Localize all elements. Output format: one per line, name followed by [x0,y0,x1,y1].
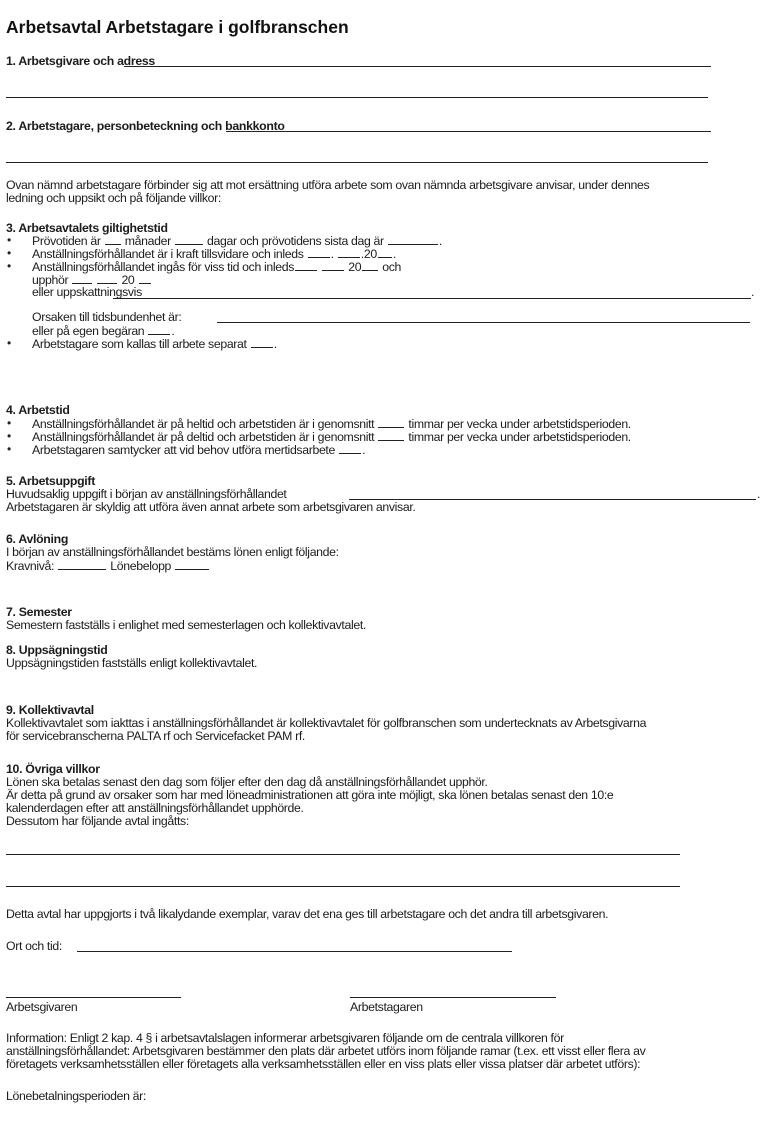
place-time-label: Ort och tid: [6,939,62,953]
overtime-consent-field[interactable] [339,442,361,454]
employee-info-field-line1[interactable] [226,131,711,132]
collective-agreement-line-2: för servicebranscherna PALTA rf och Servicefacket PAM rf. [6,729,305,743]
permanent-start-month-field[interactable] [338,246,360,258]
bullet-icon: • [7,259,12,273]
fixed-term-text: Anställningsförhållandet ingås för viss tid och inleds [32,260,295,274]
bullet-icon: • [7,416,12,430]
salary-line [6,558,210,573]
period: . [330,247,334,261]
main-task-label: Huvudsaklig uppgift i början av anställningsförhållandet [6,487,287,501]
section5-heading: 5. Arbetsuppgift [6,474,96,488]
period: . [362,443,366,457]
section3-heading: 3. Arbetsavtalets giltighetstid [6,221,168,235]
section1-label: 1. Arbetsgivare och adress [6,54,155,68]
period: . [438,234,442,248]
salary-level-field[interactable] [58,558,106,570]
full-time-text: Anställningsförhållandet är på heltid och arbetstiden är i genomsnitt [32,417,375,431]
additional-agreements-field-1[interactable] [6,854,680,855]
salary-intro: I början av anställningsförhållandet bestäms lönen enligt följande: [6,545,339,559]
period: . [757,487,761,501]
employee-signature-field[interactable] [350,997,556,998]
section7-heading: 7. Semester [6,605,72,619]
info-line-3: företagets verksamhetsställen eller företagets alla verksamhetsställen eller en viss plats eller vissa platser där arbetet utförs): [6,1057,641,1071]
probation-text-b: månader [124,234,171,248]
overtime-consent-line [32,442,365,457]
bullet-icon: • [7,442,12,456]
fixed-term-year-prefix: 20 [348,260,362,274]
info-line-1: Information: Enligt 2 kap. 4 § i arbetsavtalslagen informerar arbetsgivaren följande om de centrala villkoren för [6,1031,564,1045]
overtime-consent-text: Arbetstagaren samtycker att vid behov utföra mertidsarbete [32,443,335,457]
employer-signature-label: Arbetsgivaren [6,1000,78,1014]
fixed-term-start-month-field[interactable] [322,259,344,271]
on-call-line [32,336,277,351]
other-terms-line-4: Dessutom har följande avtal ingåtts: [6,814,189,828]
section9-heading: 9. Kollektivavtal [6,703,94,717]
bullet-icon: • [7,429,12,443]
period: . [273,337,277,351]
section6-heading: 6. Avlöning [6,532,69,546]
period: . [392,247,396,261]
permanent-text: Anställningsförhållandet är i kraft tillsvidare och inleds [32,247,304,261]
part-time-text: Anställningsförhållandet är på deltid och arbetstiden är i genomsnitt [32,430,375,444]
employer-address-field-line2[interactable] [6,97,708,98]
bullet-icon: • [7,246,12,260]
section8-heading: 8. Uppsägningstid [6,643,108,657]
fixed-term-end-year-prefix: 20 [121,273,135,287]
fixed-term-end-day-field[interactable] [72,272,92,284]
permanent-year-prefix: .20 [360,247,377,261]
vacation-text: Semestern fastställs i enlighet med semesterlagen och kollektivavtalet. [6,618,366,632]
document-title: Arbetsavtal Arbetstagare i golfbranschen [6,17,349,37]
pay-period-label: Lönebetalningsperioden är: [6,1089,146,1103]
full-time-hours-field[interactable] [378,416,404,428]
info-line-2: anställningsförhållandet: Arbetsgivaren bestämmer den plats där arbetet utförs inom följande ramar (t.ex. ett visst eller flera av [6,1044,646,1058]
bullet-icon: • [7,336,12,350]
on-call-field[interactable] [251,336,273,348]
part-time-hours-field[interactable] [378,429,404,441]
own-request-text: eller på egen begäran [32,324,145,338]
fixed-term-reason-label: Orsaken till tidsbundenhet är: [32,310,182,324]
full-time-suffix: timmar per vecka under arbetstidsperioden. [408,417,631,431]
salary-amount-label: Lönebelopp [110,559,172,573]
intro-line-2: ledning och uppsikt och på följande villkor: [6,191,221,205]
bullet-icon: • [7,233,12,247]
employee-signature-label: Arbetstagaren [350,1000,423,1014]
section2-label: 2. Arbetstagare, personbeteckning och bankkonto [6,119,285,133]
intro-line-1: Ovan nämnd arbetstagare förbinder sig att mot ersättning utföra arbete som ovan nämnda arbetsgivare anvisar, under dennes [6,178,650,192]
notice-period-text: Uppsägningstiden fastställs enligt kollektivavtalet. [6,656,258,670]
fixed-term-reason-field[interactable] [217,322,750,323]
fixed-term-start-day-field[interactable] [295,259,317,271]
salary-level-label: Kravnivå: [6,559,55,573]
place-time-field[interactable] [77,951,512,952]
fixed-term-start-year-field[interactable] [362,259,378,271]
permanent-start-year-field[interactable] [378,246,392,258]
period: . [171,324,175,338]
employer-signature-field[interactable] [6,997,181,998]
other-terms-line-1: Lönen ska betalas senast den dag som följer efter den dag då anställningsförhållandet upphör. [6,775,488,789]
additional-agreements-field-2[interactable] [6,886,680,887]
estimated-end-field[interactable] [113,298,751,299]
probation-months-field[interactable] [105,233,121,245]
on-call-text: Arbetstagare som kallas till arbete separat [32,337,247,351]
section4-heading: 4. Arbetstid [6,403,70,417]
section10-heading: 10. Övriga villkor [6,762,100,776]
fixed-term-and: och [382,260,402,274]
other-terms-line-2: Är detta på grund av orsaker som har med löneadministrationen att göra inte möjligt, ska lönen betalas senast den 10:e [6,788,614,802]
fixed-term-end-month-field[interactable] [97,272,117,284]
copies-statement: Detta avtal har uppgjorts i två likalydande exemplar, varav det ena ges till arbetstagare och det andra till arbetsgivaren. [6,907,609,921]
fixed-term-end-year-field[interactable] [139,272,151,284]
employee-info-field-line2[interactable] [6,162,708,163]
own-request-field[interactable] [148,323,170,335]
probation-text-a: Prövotiden är [32,234,101,248]
probation-days-field[interactable] [175,233,203,245]
probation-text-c: dagar och prövotidens sista dag är [207,234,384,248]
salary-amount-field[interactable] [175,558,209,570]
employer-address-field-line1[interactable] [124,66,711,67]
other-work-text: Arbetstagaren är skyldig att utföra även annat arbete som arbetsgivaren anvisar. [6,500,416,514]
period: . [751,285,755,299]
part-time-suffix: timmar per vecka under arbetstidsperioden. [408,430,631,444]
permanent-start-day-field[interactable] [308,246,330,258]
other-terms-line-3: kalenderdagen efter att anställningsförhållandet upphörde. [6,801,304,815]
fixed-term-ends-text: upphör [32,273,69,287]
probation-last-day-field[interactable] [388,233,438,245]
estimated-line-label: eller uppskattningsvis [32,285,142,299]
collective-agreement-line-1: Kollektivavtalet som iakttas i anställningsförhållandet är kollektivavtalet för golfbranschen som undertecknats av Arbetsgivarna [6,716,647,730]
